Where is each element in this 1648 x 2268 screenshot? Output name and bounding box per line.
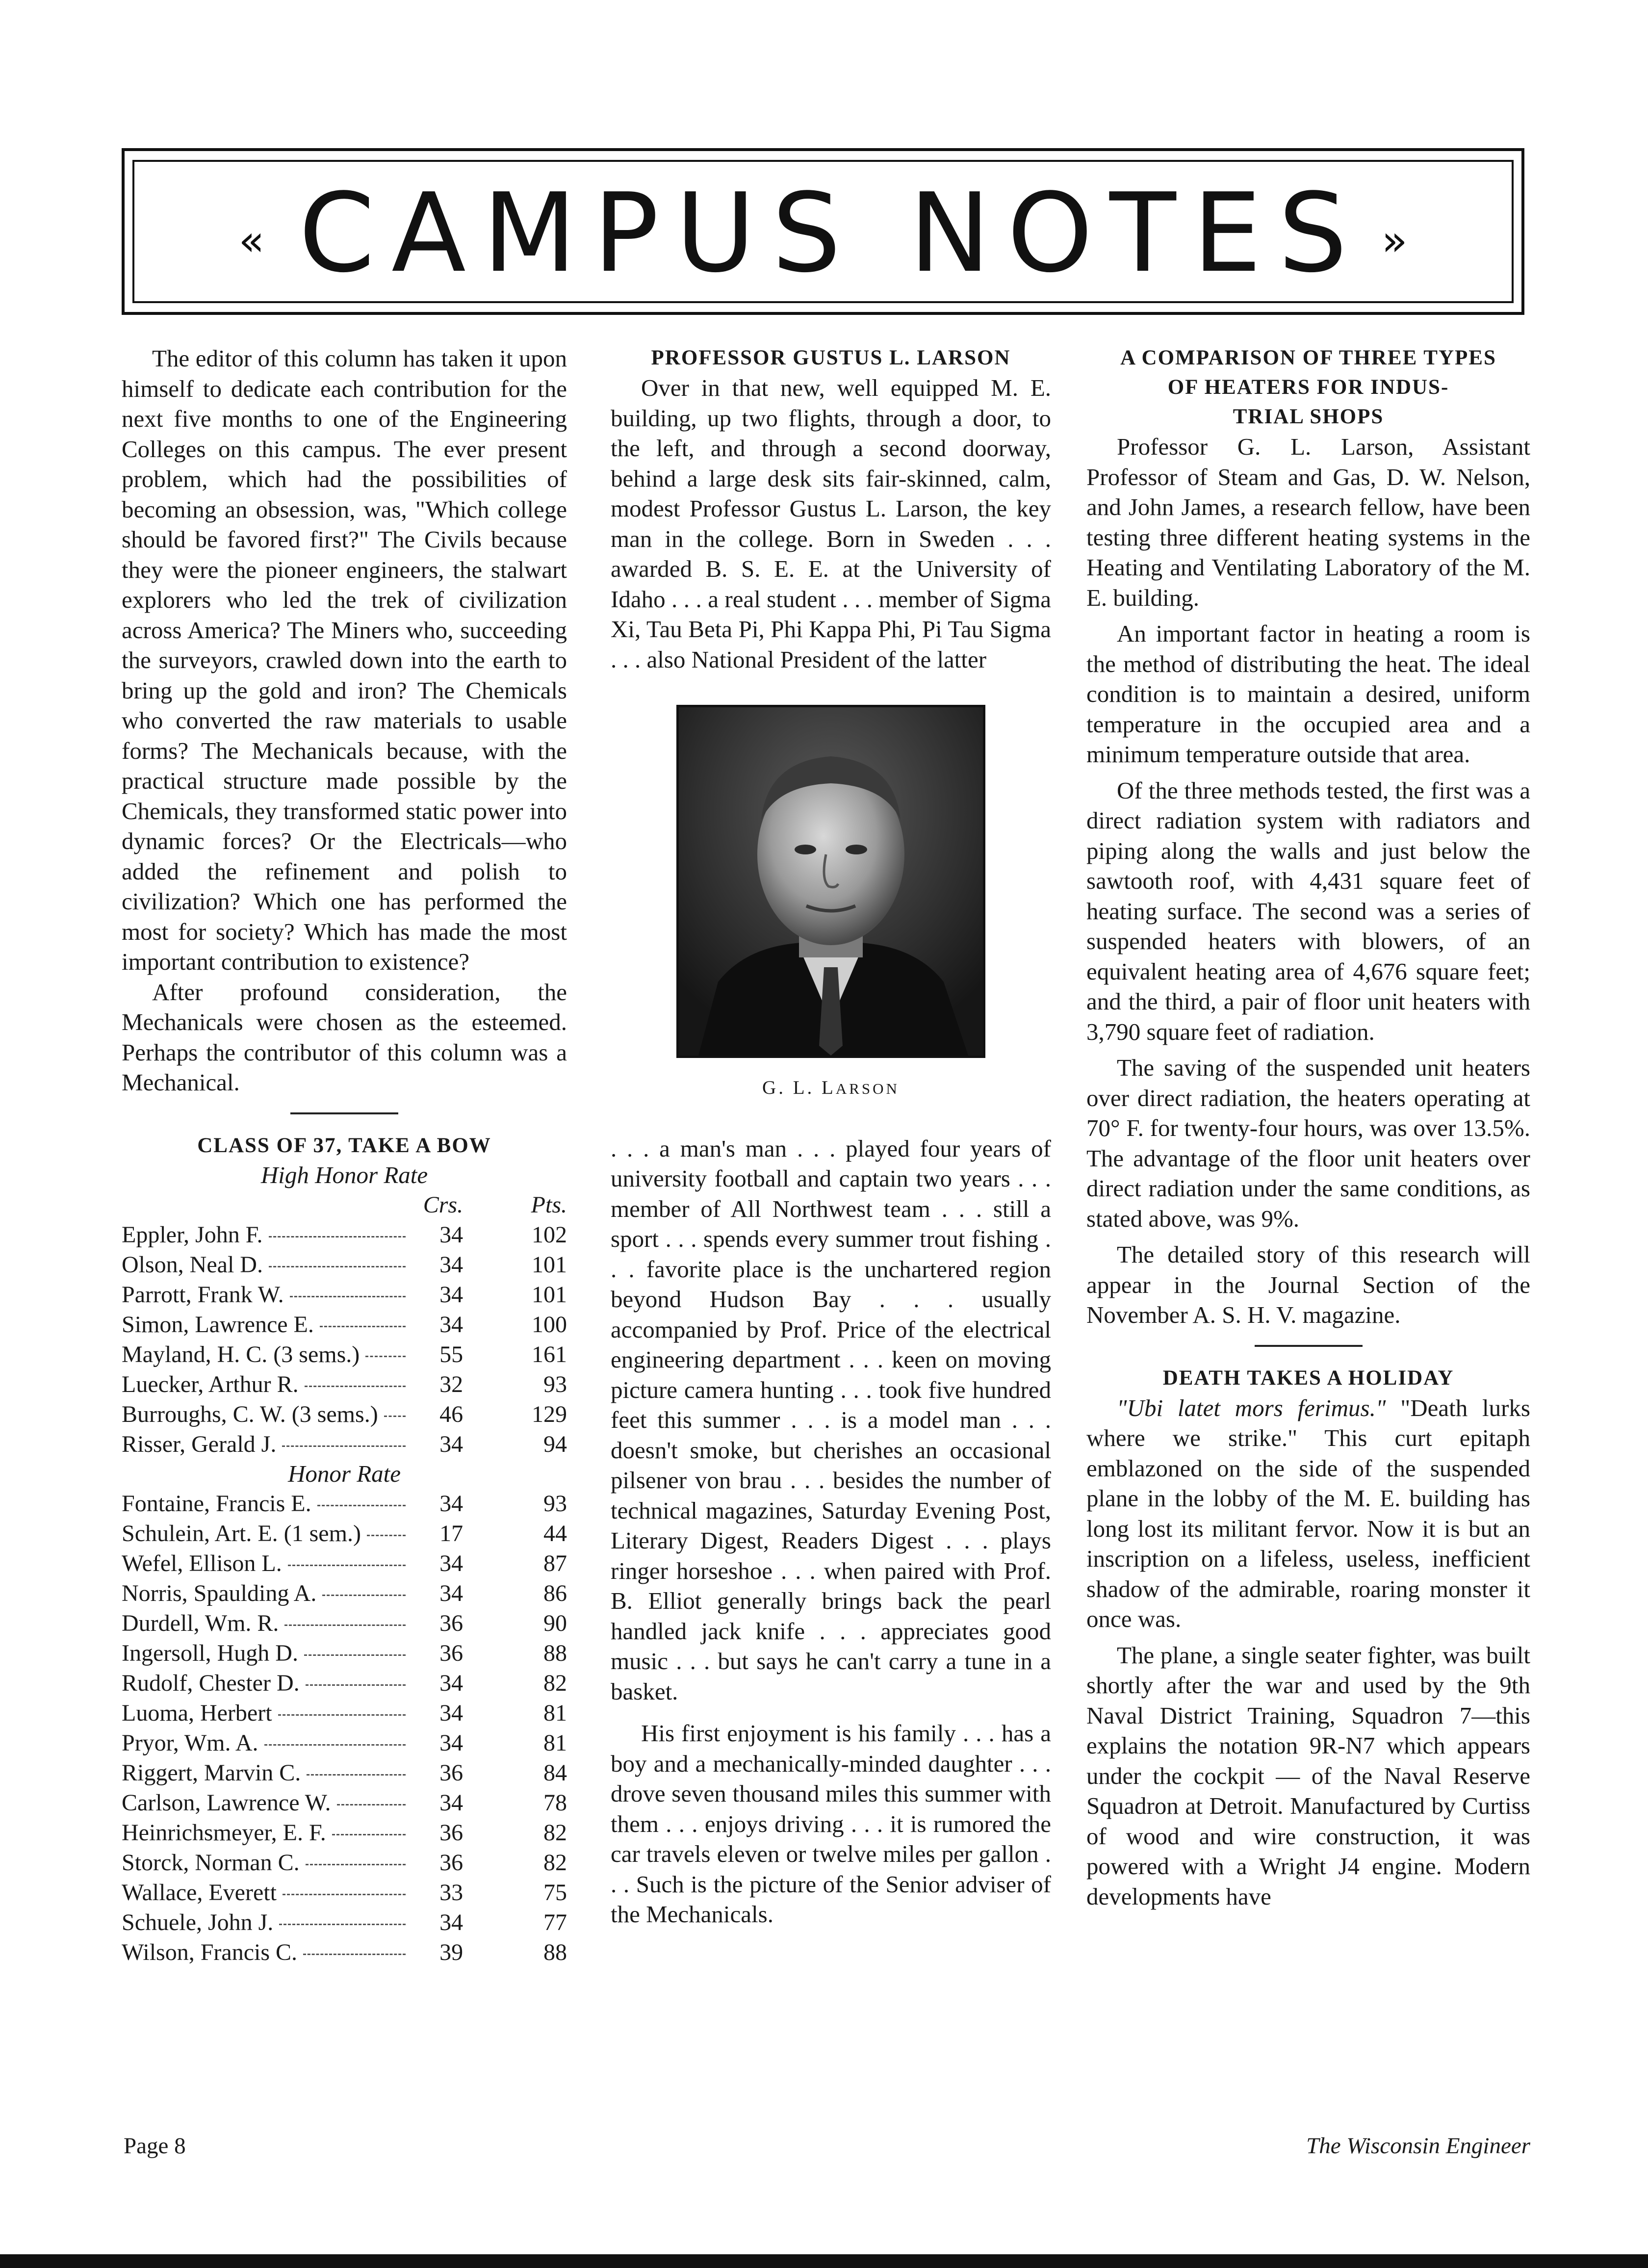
masthead-inner-border bbox=[132, 160, 1514, 303]
points-value: 87 bbox=[543, 1550, 567, 1576]
bottom-scan-edge bbox=[0, 2254, 1648, 2268]
honor-table bbox=[122, 1489, 567, 1967]
masthead-box bbox=[122, 148, 1524, 315]
table-row bbox=[122, 1937, 567, 1967]
leader-dashes bbox=[304, 1654, 406, 1656]
student-name: Schuele, John J. bbox=[122, 1909, 274, 1935]
honor-rows bbox=[122, 1489, 567, 1967]
points-value: 88 bbox=[543, 1939, 567, 1965]
leader-dashes bbox=[306, 1864, 406, 1865]
credits-value: 34 bbox=[439, 1580, 464, 1606]
student-name: Risser, Gerald J. bbox=[122, 1431, 277, 1457]
student-name: Wallace, Everett bbox=[122, 1879, 277, 1906]
section-divider bbox=[290, 1112, 398, 1114]
leader-dashes bbox=[320, 1326, 406, 1327]
left-guillemet: « bbox=[238, 216, 265, 266]
student-name: Pryor, Wm. A. bbox=[122, 1729, 258, 1756]
leader-dashes bbox=[282, 1445, 406, 1447]
table-row bbox=[122, 1638, 567, 1668]
table-row bbox=[122, 1668, 567, 1698]
class-heading: CLASS OF 37, TAKE A BOW bbox=[197, 1134, 491, 1157]
high-honor-label: High Honor Rate bbox=[260, 1161, 428, 1188]
credits-value: 36 bbox=[439, 1759, 464, 1786]
student-name: Olson, Neal D. bbox=[122, 1251, 263, 1278]
leader-dashes bbox=[306, 1684, 406, 1686]
leader-dashes bbox=[305, 1386, 406, 1387]
larson-paragraph-3: His first enjoyment is his family . . . has a boy and a mechanically-minded daughter . . . drove seven thousand miles this summer with them . . . enjoys driving . . . it is rumored the car travels eleven or twelve miles per gallon . . . Such is the picture of the Senior adviser of the Mechanicals. bbox=[611, 1720, 1051, 1928]
leader-dashes bbox=[384, 1416, 406, 1417]
table-row bbox=[122, 1399, 567, 1429]
student-name: Wilson, Francis C. bbox=[122, 1939, 298, 1965]
points-value: 78 bbox=[543, 1789, 567, 1816]
table-row bbox=[122, 1878, 567, 1907]
points-value: 90 bbox=[543, 1610, 567, 1636]
latin-motto: "Ubi latet mors ferimus." bbox=[1117, 1394, 1386, 1421]
points-value: 100 bbox=[532, 1311, 567, 1338]
leader-dashes bbox=[367, 1535, 406, 1536]
table-row bbox=[122, 1848, 567, 1878]
leader-dashes bbox=[365, 1356, 406, 1357]
leader-dashes bbox=[290, 1296, 406, 1297]
honor-label: Honor Rate bbox=[288, 1460, 401, 1487]
credits-value: 34 bbox=[439, 1431, 464, 1457]
credits-value: 55 bbox=[439, 1341, 464, 1367]
death-paragraph-1-text: "Death lurks where we strike." This curt epitaph emblazoned on the side of the suspended plane in the lobby of the M. E. building has long lost its militant fervor. Now it is but an inscription on a lifeless, useless, inefficient shadow of the admirable, roaring monster it once was. bbox=[1086, 1394, 1530, 1632]
points-value: 129 bbox=[532, 1401, 567, 1427]
credits-value: 34 bbox=[439, 1789, 464, 1816]
title-text: CAMPUS NOTES bbox=[299, 170, 1364, 297]
table-row bbox=[122, 1310, 567, 1340]
student-name: Rudolf, Chester D. bbox=[122, 1670, 300, 1696]
table-row bbox=[122, 1369, 567, 1399]
heater-heading-line-2: OF HEATERS FOR INDUS- bbox=[1167, 376, 1449, 399]
right-guillemet: » bbox=[1381, 216, 1408, 266]
student-name: Eppler, John F. bbox=[122, 1221, 263, 1248]
table-row bbox=[122, 1280, 567, 1310]
student-name: Mayland, H. C. (3 sems.) bbox=[122, 1341, 360, 1367]
points-value: 101 bbox=[532, 1281, 567, 1308]
leader-dashes bbox=[264, 1744, 406, 1746]
table-row bbox=[122, 1340, 567, 1369]
table-row bbox=[122, 1788, 567, 1818]
leader-dashes bbox=[279, 1924, 406, 1925]
larson-paragraph-1: Over in that new, well equipped M. E. building, up two flights, through a door, to the left, and through a second doorway, behind a large desk sits fair-skinned, calm, modest Professor Gustus L. Larson, the key man in the college. Born in Sweden . . . awarded B. S. E. E. at the University of Idaho . . . a real student . . . member of Sigma Xi, Tau Beta Pi, Phi Kappa Phi, Pi Tau Sigma . . . also National President of the latter bbox=[611, 374, 1051, 673]
leader-dashes bbox=[322, 1595, 406, 1596]
death-paragraph-2: The plane, a single seater fighter, was built shortly after the war and used by the 9th Naval District Training, Squadron 7—this explains the notation 9R-N7 which appears under the cockpit — of the Naval Reserve Squadron at Detroit. Manufactured by Curtiss of wood and wire construction, it was powered with a Wright J4 engine. Modern developments have bbox=[1086, 1641, 1530, 1910]
credits-value: 46 bbox=[439, 1401, 464, 1427]
credits-value: 34 bbox=[439, 1909, 464, 1935]
credits-value: 34 bbox=[439, 1251, 464, 1278]
larson-portrait-photo bbox=[676, 705, 985, 1058]
caption-smallcaps: ARSON bbox=[835, 1080, 900, 1097]
table-row bbox=[122, 1250, 567, 1280]
credits-value: 36 bbox=[439, 1610, 464, 1636]
points-value: 84 bbox=[543, 1759, 567, 1786]
points-value: 102 bbox=[532, 1221, 567, 1248]
student-name: Carlson, Lawrence W. bbox=[122, 1789, 331, 1816]
table-row bbox=[122, 1429, 567, 1459]
intro-paragraph: The editor of this column has taken it upon himself to dedicate each contribution for the next five months to one of the Engineering Colleges on this campus. The ever present problem, which had the possibilities of becoming an obsession, was, "Which college should be favored first?" The Civils because they were the pioneer engineers, the stalwart explorers who led the trek of civilization across America? The Miners who, succeeding the surveyors, crawled down into the earth to bring up the gold and iron? The Chemicals who converted the raw materials to usable forms? The Mechanicals because, with the practical structure made possible by the Chemicals, they transformed static power into dynamic forces? Or the Electricals—who added the refinement and polish to civilization? Which one has performed the most for society? Which has made the most important contribution to existence? bbox=[122, 345, 567, 975]
table-row bbox=[122, 1818, 567, 1848]
points-value: 44 bbox=[543, 1520, 567, 1546]
masthead-title bbox=[134, 170, 1512, 300]
points-value: 82 bbox=[543, 1849, 567, 1876]
table-row bbox=[122, 1608, 567, 1638]
leader-dashes bbox=[303, 1954, 406, 1955]
credits-value: 32 bbox=[439, 1371, 464, 1397]
leader-dashes bbox=[269, 1266, 406, 1267]
column-3 bbox=[1086, 343, 1530, 1911]
section-divider bbox=[1255, 1345, 1363, 1347]
heater-heading-line-3: TRIAL SHOPS bbox=[1233, 405, 1384, 428]
student-name: Simon, Lawrence E. bbox=[122, 1311, 314, 1338]
table-row bbox=[122, 1758, 567, 1788]
points-value: 81 bbox=[543, 1729, 567, 1756]
credits-value: 34 bbox=[439, 1311, 464, 1338]
roll-header-row bbox=[122, 1190, 567, 1220]
credits-value: 34 bbox=[439, 1281, 464, 1308]
table-row bbox=[122, 1220, 567, 1250]
credits-value: 34 bbox=[439, 1670, 464, 1696]
points-value: 82 bbox=[543, 1819, 567, 1846]
points-value: 81 bbox=[543, 1700, 567, 1726]
table-row bbox=[122, 1519, 567, 1548]
larson-heading: PROFESSOR GUSTUS L. LARSON bbox=[651, 346, 1011, 369]
heater-paragraph-4: The saving of the suspended unit heaters over direct radiation, the heaters operating at 70° F. for twenty-four hours, was over 13.5%. The advantage of the floor unit heaters over direct radiation under the same conditions, as stated above, was 9%. bbox=[1086, 1054, 1530, 1232]
student-name: Fontaine, Francis E. bbox=[122, 1490, 311, 1517]
points-value: 86 bbox=[543, 1580, 567, 1606]
table-row bbox=[122, 1698, 567, 1728]
publication-name: The Wisconsin Engineer bbox=[1306, 2133, 1530, 2159]
portrait-illustration bbox=[679, 707, 983, 1056]
credits-value: 39 bbox=[439, 1939, 464, 1965]
heater-paragraph-1: Professor G. L. Larson, Assistant Professor of Steam and Gas, D. W. Nelson, and John James, a research fellow, have been testing three different heating systems in the Heating and Ventilating Laboratory of the M. E. building. bbox=[1086, 433, 1530, 611]
page-number: Page 8 bbox=[124, 2133, 186, 2159]
points-value: 88 bbox=[543, 1640, 567, 1666]
high-honor-rows bbox=[122, 1220, 567, 1459]
caption-initial: G. L. L bbox=[762, 1077, 836, 1098]
points-value: 93 bbox=[543, 1371, 567, 1397]
student-name: Durdell, Wm. R. bbox=[122, 1610, 279, 1636]
credits-value: 36 bbox=[439, 1849, 464, 1876]
death-paragraph-1 bbox=[1086, 1393, 1530, 1634]
pts-header: Pts. bbox=[531, 1191, 567, 1218]
points-value: 75 bbox=[543, 1879, 567, 1906]
leader-dashes bbox=[284, 1624, 406, 1626]
student-name: Heinrichsmeyer, E. F. bbox=[122, 1819, 326, 1846]
credits-value: 34 bbox=[439, 1550, 464, 1576]
points-value: 161 bbox=[532, 1341, 567, 1367]
student-name: Luoma, Herbert bbox=[122, 1700, 272, 1726]
student-name: Storck, Norman C. bbox=[122, 1849, 300, 1876]
leader-dashes bbox=[283, 1894, 406, 1895]
credits-value: 34 bbox=[439, 1700, 464, 1726]
leader-dashes bbox=[278, 1714, 406, 1716]
table-row bbox=[122, 1907, 567, 1937]
credits-value: 34 bbox=[439, 1729, 464, 1756]
heater-heading-line-1: A COMPARISON OF THREE TYPES bbox=[1120, 346, 1496, 369]
leader-dashes bbox=[288, 1565, 406, 1566]
heater-paragraph-3: Of the three methods tested, the first was a direct radiation system with radiators and piping along the walls and just below the sawtooth roof, with 4,431 square feet of heating surface. The second was a series of suspended heaters with blowers, of an equivalent heating area of 4,676 square feet; and the third, a pair of floor unit heaters with 3,790 square feet of radiation. bbox=[1086, 776, 1530, 1045]
student-name: Luecker, Arthur R. bbox=[122, 1371, 299, 1397]
points-value: 93 bbox=[543, 1490, 567, 1517]
student-name: Parrott, Frank W. bbox=[122, 1281, 284, 1308]
leader-dashes bbox=[307, 1774, 406, 1776]
student-name: Schulein, Art. E. (1 sem.) bbox=[122, 1520, 361, 1546]
table-row bbox=[122, 1578, 567, 1608]
heater-paragraph-5: The detailed story of this research will appear in the Journal Section of the November A. S. H. V. magazine. bbox=[1086, 1241, 1530, 1328]
high-honor-table bbox=[122, 1190, 567, 1459]
credits-value: 36 bbox=[439, 1640, 464, 1666]
leader-dashes bbox=[317, 1505, 406, 1506]
crs-header: Crs. bbox=[423, 1191, 464, 1218]
credits-value: 34 bbox=[439, 1490, 464, 1517]
student-name: Riggert, Marvin C. bbox=[122, 1759, 301, 1786]
larson-paragraph-2: . . . a man's man . . . played four years of university football and captain two years . . . member of All Northwest team . . . still a sport . . . spends every summer trout fishing . . . favorite place is the unchartered region beyond Hudson Bay . . . usually accompanied by Prof. Price of the electrical engineering department . . . keen on moving picture camera hunting . . . took five hundred feet this summer . . . is a model man . . . doesn't smoke, but cherishes an occasional pilsener von brau . . . besides the number of technical magazines, Saturday Evening Post, Literary Digest, Readers Digest . . . plays ringer horseshoe . . . when paired with Prof. B. Elliot generally brings back the pearl handled jack knife . . . appreciates good music . . . but says he can't carry a tune in a basket. bbox=[611, 1134, 1051, 1705]
student-name: Ingersoll, Hugh D. bbox=[122, 1640, 298, 1666]
column-2 bbox=[611, 343, 1051, 1930]
student-name: Norris, Spaulding A. bbox=[122, 1580, 317, 1606]
table-row bbox=[122, 1489, 567, 1519]
points-value: 77 bbox=[543, 1909, 567, 1935]
credits-value: 33 bbox=[439, 1879, 464, 1906]
points-value: 82 bbox=[543, 1670, 567, 1696]
points-value: 94 bbox=[543, 1431, 567, 1457]
photo-caption bbox=[611, 1073, 1051, 1104]
student-name: Wefel, Ellison L. bbox=[122, 1550, 282, 1576]
conclusion-paragraph: After profound consideration, the Mechanicals were chosen as the esteemed. Perhaps the contributor of this column was a Mechanical. bbox=[122, 978, 567, 1096]
leader-dashes bbox=[337, 1804, 406, 1805]
heater-paragraph-2: An important factor in heating a room is the method of distributing the heat. The ideal condition is to maintain a desired, uniform temperature in the occupied area and a minimum temperature outside that area. bbox=[1086, 620, 1530, 768]
column-1 bbox=[122, 343, 567, 1967]
table-row bbox=[122, 1548, 567, 1578]
leader-dashes bbox=[332, 1834, 406, 1835]
credits-value: 36 bbox=[439, 1819, 464, 1846]
death-heading: DEATH TAKES A HOLIDAY bbox=[1162, 1366, 1454, 1390]
credits-value: 34 bbox=[439, 1221, 464, 1248]
leader-dashes bbox=[269, 1236, 406, 1237]
credits-value: 17 bbox=[439, 1520, 464, 1546]
student-name: Burroughs, C. W. (3 sems.) bbox=[122, 1401, 378, 1427]
table-row bbox=[122, 1728, 567, 1758]
points-value: 101 bbox=[532, 1251, 567, 1278]
